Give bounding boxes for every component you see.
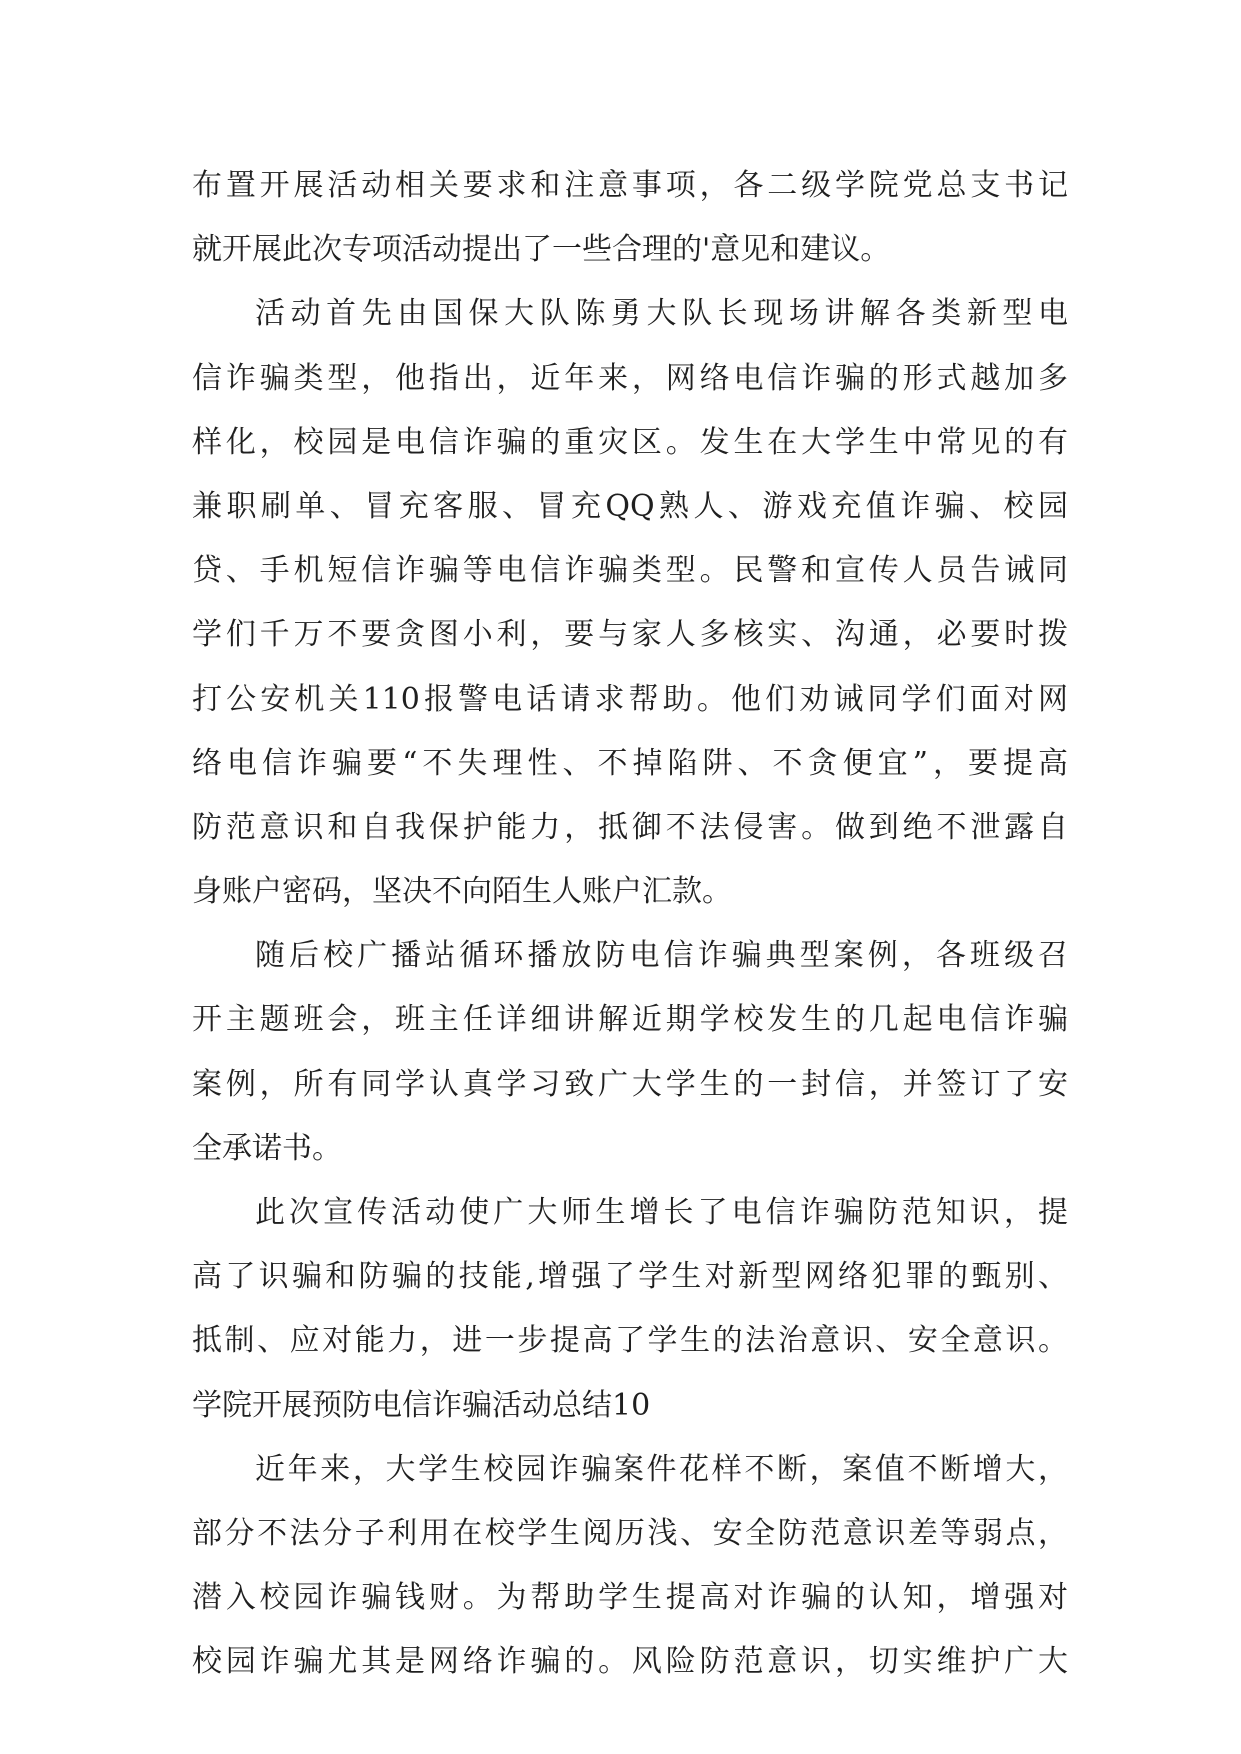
document-line: 样化，校园是电信诈骗的重灾区。发生在大学生中常见的有 (192, 424, 1068, 460)
document-line: 就开展此次专项活动提出了一些合理的'意见和建议。 (192, 232, 891, 268)
document-line: 贷、手机短信诈骗等电信诈骗类型。民警和宣传人员告诫同 (192, 553, 1068, 589)
document-line: 兼职刷单、冒充客服、冒充QQ熟人、游戏充值诈骗、校园 (192, 488, 1068, 524)
document-line: 信诈骗类型，他指出，近年来，网络电信诈骗的形式越加多 (192, 360, 1068, 396)
document-line: 高了识骗和防骗的技能,增强了学生对新型网络犯罪的甄别、 (192, 1259, 1068, 1295)
document-line: 此次宣传活动使广大师生增长了电信诈骗防范知识，提 (255, 1195, 1068, 1230)
document-line: 近年来，大学生校园诈骗案件花样不断，案值不断增大， (255, 1451, 1068, 1487)
document-line: 校园诈骗尤其是网络诈骗的。风险防范意识，切实维护广大 (192, 1644, 1068, 1680)
document-line: 身账户密码，坚决不向陌生人账户汇款。 (192, 874, 732, 910)
document-body (192, 154, 1068, 1695)
document-line: 布置开展活动相关要求和注意事项，各二级学院党总支书记 (192, 168, 1068, 203)
document-line: 案例，所有同学认真学习致广大学生的一封信，并签订了安 (192, 1066, 1068, 1102)
document-line: 全承诺书。 (192, 1130, 342, 1166)
document-line: 随后校广播站循环播放防电信诈骗典型案例，各班级召 (255, 938, 1068, 974)
document-line: 络电信诈骗要“不失理性、不掉陷阱、不贪便宜”，要提高 (192, 745, 1068, 781)
document-line: 抵制、应对能力，进一步提高了学生的法治意识、安全意识。 (192, 1323, 1068, 1359)
document-line: 防范意识和自我保护能力，抵御不法侵害。做到绝不泄露自 (192, 809, 1068, 845)
document-line: 开主题班会，班主任详细讲解近期学校发生的几起电信诈骗 (192, 1002, 1068, 1038)
document-line: 活动首先由国保大队陈勇大队长现场讲解各类新型电 (255, 296, 1068, 332)
document-line: 打公安机关110报警电话请求帮助。他们劝诫同学们面对网 (192, 681, 1068, 717)
document-line: 学院开展预防电信诈骗活动总结10 (192, 1387, 651, 1423)
document-line: 部分不法分子利用在校学生阅历浅、安全防范意识差等弱点， (192, 1515, 1068, 1551)
document-line: 潜入校园诈骗钱财。为帮助学生提高对诈骗的认知，增强对 (192, 1580, 1068, 1616)
document-line: 学们千万不要贪图小利，要与家人多核实、沟通，必要时拨 (192, 617, 1068, 653)
